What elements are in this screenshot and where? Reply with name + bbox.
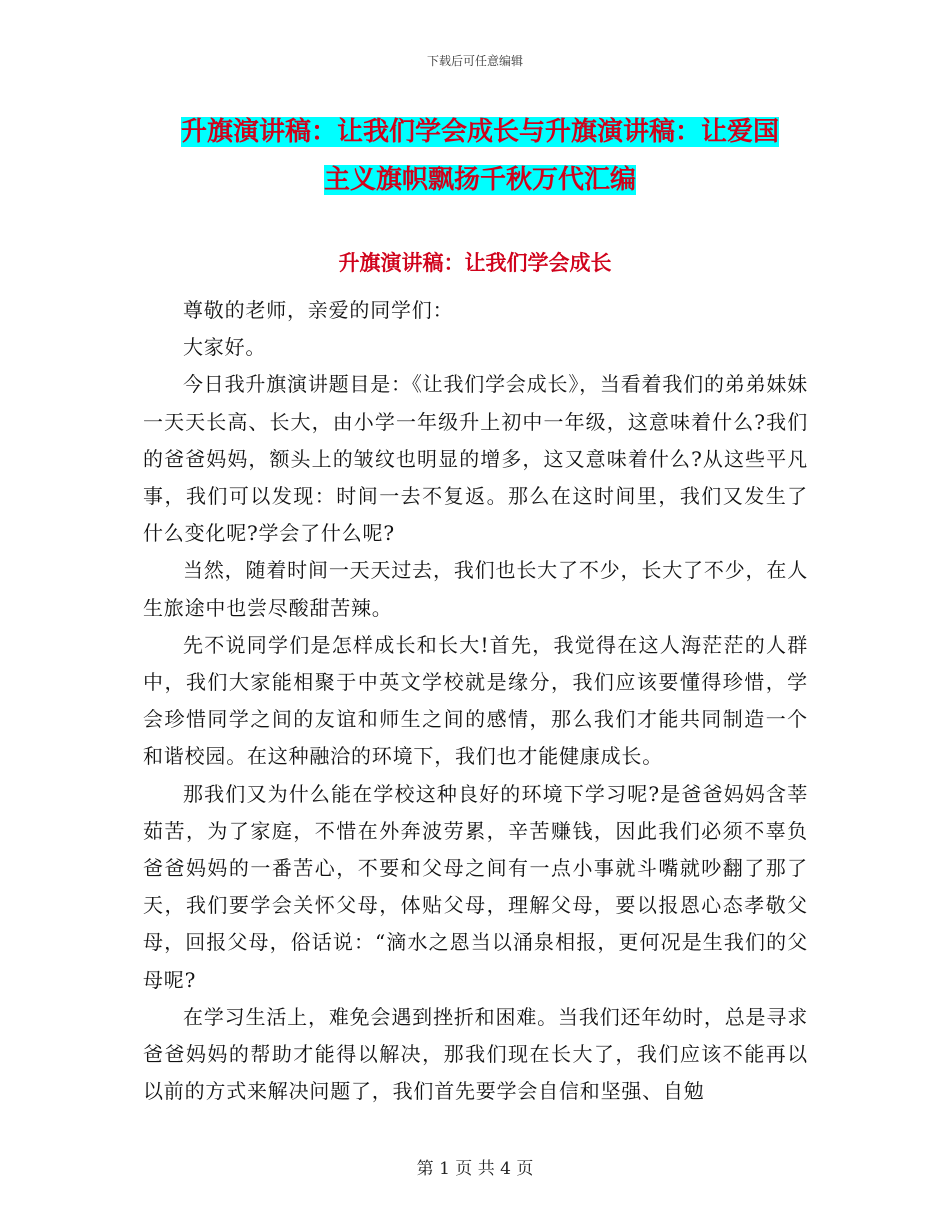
paragraph: 那我们又为什么能在学校这种良好的环境下学习呢?是爸爸妈妈含莘茹苦，为了家庭，不惜在外奔波劳累，辛苦赚钱，因此我们必须不辜负爸爸妈妈的一番苦心，不要和父母之间有一点小事就斗嘴就吵翻了那了天，我们要学会关怀父母，体贴父母，理解父母，要以报恩心态孝敬父母，回报父母，俗话说：“滴水之恩当以涌泉相报，更何况是生我们的父母呢?: [143, 781, 808, 992]
section-title: 升旗演讲稿：让我们学会成长: [338, 251, 612, 275]
paragraph: 今日我升旗演讲题目是：《让我们学会成长》，当看着我们的弟弟妹妹一天天长高、长大，由小学一年级升上初中一年级，这意味着什么?我们的爸爸妈妈，额头上的皱纹也明显的增多，这又意味着什么?从这些平凡事，我们可以发现：时间一去不复返。那么在这时间里，我们又发生了什么变化呢?学会了什么呢?: [143, 372, 808, 546]
paragraph: 尊敬的老师，亲爱的同学们：: [183, 298, 454, 322]
document-title-line-2: 主义旗帜飘扬千秋万代汇编: [323, 165, 636, 195]
document-title: [140, 108, 820, 204]
paragraph: 当然，随着时间一天天过去，我们也长大了不少，长大了不少，在人生旅途中也尝尽酸甜苦辣。: [143, 558, 808, 620]
paragraph: 大家好。: [183, 335, 267, 360]
document-title-line-1: 升旗演讲稿：让我们学会成长与升旗演讲稿：让爱国: [180, 117, 779, 147]
body-text: [143, 292, 808, 1110]
page-footer: 第 1 页 共 4 页: [416, 1159, 534, 1179]
paragraph: 先不说同学们是怎样成长和长大!首先，我觉得在这人海茫茫的人群中，我们大家能相聚于中英文学校就是缘分，我们应该要懂得珍惜，学会珍惜同学之间的友谊和师生之间的感情，那么我们才能共同制造一个和谐校园。在这种融洽的环境下，我们也才能健康成长。: [143, 632, 808, 769]
header-note: 下载后可任意编辑: [426, 54, 523, 68]
paragraph: 在学习生活上，难免会遇到挫折和困难。当我们还年幼时，总是寻求爸爸妈妈的帮助才能得以解决，那我们现在长大了，我们应该不能再以以前的方式来解决问题了，我们首先要学会自信和坚强、自勉: [143, 1004, 808, 1104]
